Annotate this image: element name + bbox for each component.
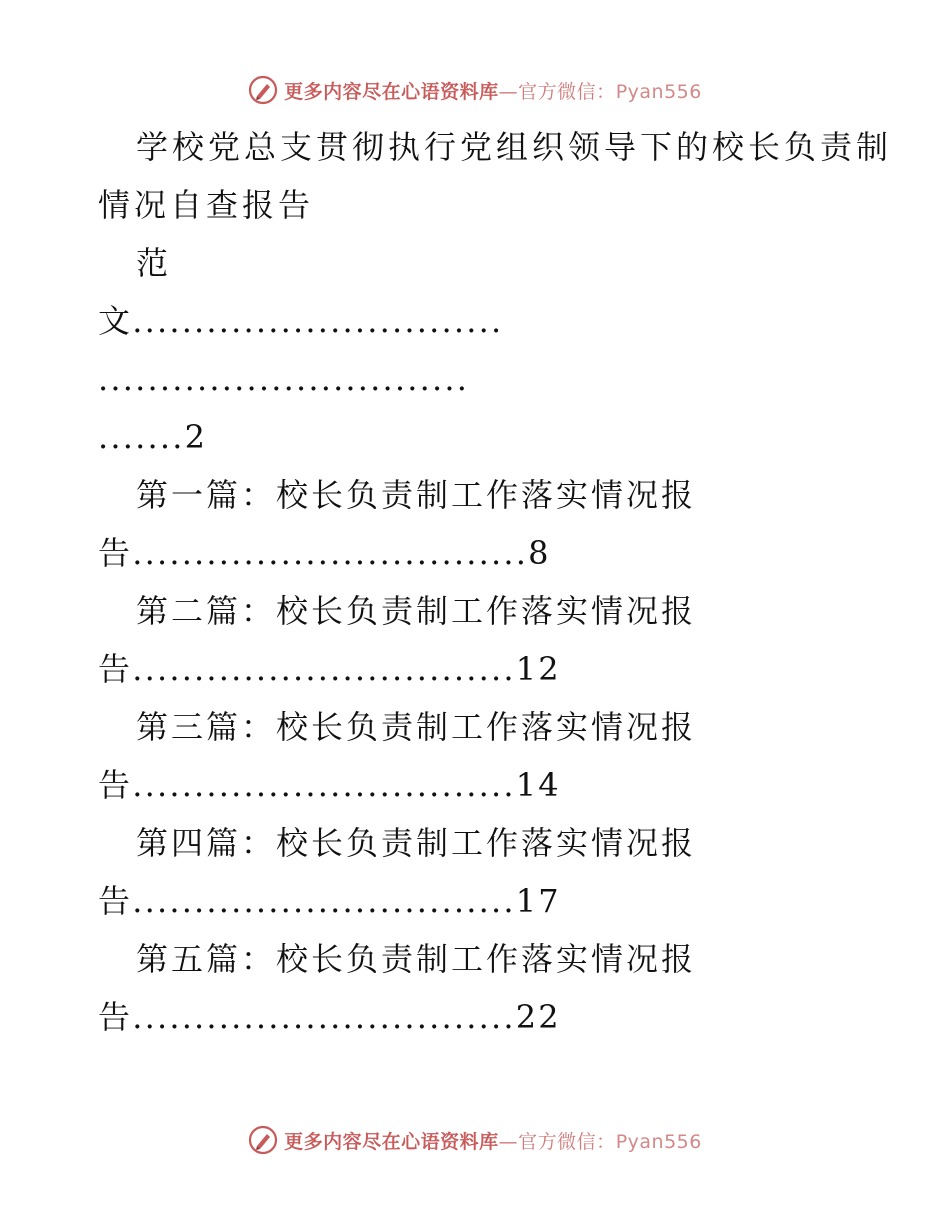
toc-continuation: 告 — [98, 766, 133, 804]
toc-leader-dots: ................................ — [132, 534, 529, 572]
toc-entry-5-heading: 第五篇：校长负责制工作落实情况报 — [136, 940, 697, 978]
doc-title-line-1: 学校党总支贯彻执行党组织领导下的校长负责制 — [136, 128, 893, 166]
watermark-wechat: Pyan556 — [615, 80, 702, 103]
toc-entry-4-leader — [98, 872, 858, 930]
toc-leader-dots: ....... — [98, 418, 185, 456]
toc-entry-3-leader — [98, 756, 858, 814]
toc-page-number: 22 — [515, 998, 561, 1036]
toc-continuation: 文 — [98, 302, 133, 340]
toc-leader-dots: ............................... — [132, 650, 516, 688]
watermark-wechat: Pyan556 — [615, 1130, 702, 1153]
toc-continuation: 告 — [98, 534, 133, 572]
toc-entry-fanwen-line-3 — [98, 408, 858, 466]
toc-entry-2-leader — [98, 640, 858, 698]
toc-entry-fanwen-heading: 范 — [136, 244, 172, 282]
toc-page-number: 12 — [515, 650, 561, 688]
toc-entry-4-heading: 第四篇：校长负责制工作落实情况报 — [136, 824, 697, 862]
watermark-highlight: 更多内容尽在心语资料库 — [284, 1130, 499, 1153]
toc-page-number: 2 — [184, 418, 208, 456]
toc-page-number: 8 — [528, 534, 551, 572]
watermark-official: 官方微信： — [518, 1130, 616, 1153]
pen-logo-icon — [248, 1125, 278, 1155]
toc-entry-2-heading: 第二篇：校长负责制工作落实情况报 — [136, 592, 697, 630]
toc-page-number: 17 — [515, 882, 561, 920]
watermark-dash: — — [498, 1130, 519, 1153]
watermark-text — [284, 1127, 702, 1154]
watermark-official: 官方微信： — [518, 80, 616, 103]
toc-page-number: 14 — [515, 766, 561, 804]
doc-title-line-2: 情况自查报告 — [98, 186, 315, 224]
toc-leader-dots: ............................... — [132, 882, 516, 920]
toc-leader-dots: .............................. — [132, 302, 504, 340]
footer-watermark-banner — [0, 1120, 950, 1160]
watermark-highlight: 更多内容尽在心语资料库 — [284, 80, 499, 103]
toc-entry-1-heading: 第一篇：校长负责制工作落实情况报 — [136, 476, 697, 514]
watermark-dash: — — [498, 80, 519, 103]
toc-continuation: 告 — [98, 882, 133, 920]
toc-continuation: 告 — [98, 998, 133, 1036]
toc-entry-fanwen-line-2: .............................. — [98, 360, 470, 398]
watermark-text — [284, 77, 702, 104]
toc-entry-fanwen-line-1 — [98, 292, 858, 350]
toc-leader-dots: ............................... — [132, 766, 516, 804]
toc-entry-1-leader — [98, 524, 858, 582]
pen-logo-icon — [248, 75, 278, 105]
toc-entry-5-leader — [98, 988, 858, 1046]
toc-continuation: 告 — [98, 650, 133, 688]
header-watermark-banner — [0, 70, 950, 110]
document-body — [98, 118, 893, 1046]
toc-entry-3-heading: 第三篇：校长负责制工作落实情况报 — [136, 708, 697, 746]
toc-leader-dots: ............................... — [132, 998, 516, 1036]
